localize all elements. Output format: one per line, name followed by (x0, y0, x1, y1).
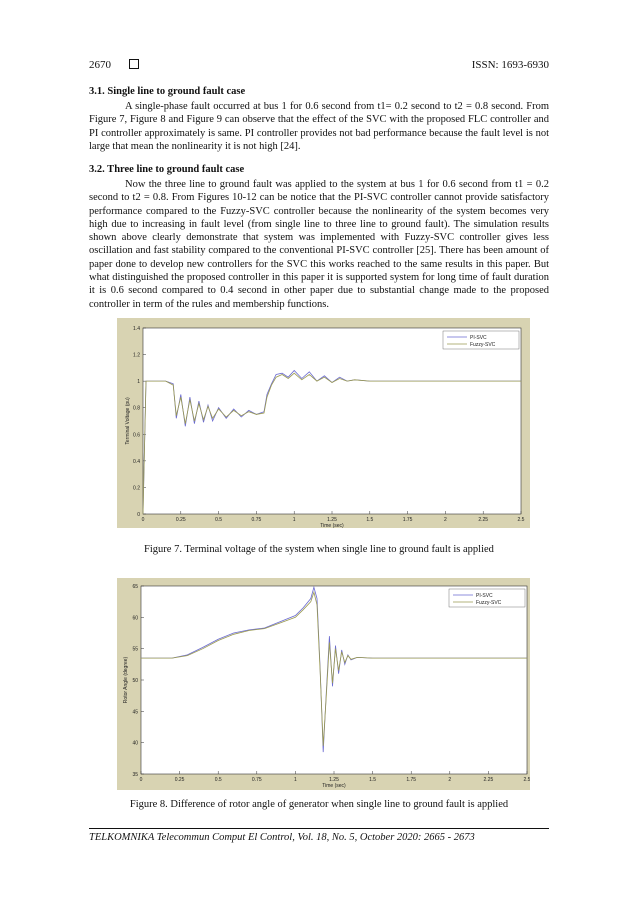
legend-label: PI-SVC (476, 593, 493, 599)
x-tick-label: 0.75 (251, 777, 262, 783)
plot-area (141, 586, 527, 774)
section-text-3-2: Now the three line to ground fault was applied to the system at bus 1 for 0.6 second from t1 = 0.2 second to t2 = 0.8. From Figures 10-12 can be notice that the PI-SVC controller cannot provide satisfactory performance compared to the Fuzzy-SVC controller because the nonlinearity of the system becomes very high due to increasing in fault level (from single line to three line to ground fault). The simulation results shown above clearly demonstrate that system was implemented with Fuzzy-SVC controller gives less oscillation and fast stability compared to the conventional PI-SVC controller [25]. There has been amount of paper done to develop new controllers for the SVC this works reached to the same results in this paper. But what distinguished the proposed controller in this paper it is supported system for long time of fault duration it is 0.6 second compared to 0.4 second in other paper due to substantial change made to the proposed controller in term of the rules and membership functions. (89, 179, 549, 310)
y-tick-label: 35 (132, 772, 138, 778)
square-icon (129, 59, 139, 69)
y-tick-label: 50 (132, 678, 138, 684)
x-tick-label: 2.5 (523, 777, 530, 783)
y-tick-label: 65 (132, 584, 138, 590)
x-tick-label: 2.5 (517, 517, 525, 523)
x-tick-label: 1.25 (329, 777, 339, 783)
x-tick-label: 1.75 (406, 777, 417, 783)
y-tick-label: 1.4 (133, 326, 140, 332)
y-tick-label: 0 (137, 512, 140, 518)
section-heading-3-1: 3.1. Single line to ground fault case (89, 86, 246, 97)
x-tick-label: 1.75 (402, 517, 413, 523)
x-tick-label: 0.5 (215, 517, 223, 523)
y-tick-label: 0.4 (133, 458, 140, 465)
x-tick-label: 2.25 (483, 777, 494, 783)
figure-8-plot (117, 578, 530, 790)
y-axis-label: Terminal Voltage (pu) (125, 397, 131, 445)
x-tick-label: 1.25 (327, 517, 337, 523)
y-tick-label: 40 (132, 740, 138, 747)
figure-7-chart (117, 318, 530, 528)
x-tick-label: 2 (444, 517, 447, 523)
page-number: 2670 (89, 59, 111, 71)
figure-8-caption: Figure 8. Difference of rotor angle of generator when single line to ground fault is applied (129, 799, 509, 810)
x-tick-label: 0 (141, 517, 145, 523)
x-tick-label: 1 (292, 517, 296, 523)
x-tick-label: 1.5 (369, 777, 377, 783)
y-tick-label: 0.2 (133, 485, 140, 492)
section-text-3-1: A single-phase fault occurred at bus 1 for 0.6 second from t1= 0.2 second to t2 = 0.8 second. From Figure 7, Figure 8 and Figure 9 can observe that the effect of the SVC with the proposed FLC controller and PI controller approximately is same. PI controller provides not bad performance because the fault level is not large that mean the nonlinearity it is not high [24]. (89, 101, 549, 152)
y-tick-label: 45 (132, 709, 138, 716)
x-tick-label: 1.5 (366, 517, 374, 523)
legend-label: PI-SVC (470, 335, 487, 341)
x-tick-label: 0.5 (214, 777, 222, 783)
y-tick-label: 1 (137, 379, 140, 386)
x-axis-label: Time (sec) (320, 523, 344, 528)
y-axis-label: Rotor Angle (degree) (123, 656, 129, 704)
y-tick-label: 60 (132, 615, 138, 622)
x-tick-label: 0.75 (251, 517, 262, 523)
plot-area (143, 328, 521, 514)
x-tick-label: 2.25 (478, 517, 489, 523)
y-tick-label: 0.8 (133, 405, 140, 412)
footer-rule (89, 828, 549, 829)
figure-7-caption: Figure 7. Terminal voltage of the system when single line to ground fault is applied (144, 544, 494, 555)
x-tick-label: 0 (139, 777, 143, 783)
y-tick-label: 1.2 (133, 352, 140, 359)
x-tick-label: 0.25 (174, 777, 185, 783)
x-axis-label: Time (sec) (322, 783, 346, 789)
legend-label: Fuzzy-SVC (476, 600, 502, 606)
legend-label: Fuzzy-SVC (470, 342, 496, 348)
section-heading-3-2: 3.2. Three line to ground fault case (89, 164, 245, 175)
figure-7-plot (117, 318, 530, 528)
x-tick-label: 2 (448, 777, 452, 783)
footer-citation: TELKOMNIKA Telecommun Comput El Control, Vol. 18, No. 5, October 2020: 2665 - 2673 (89, 832, 475, 843)
y-tick-label: 55 (132, 646, 138, 653)
x-tick-label: 1 (294, 777, 297, 783)
y-tick-label: 0.6 (133, 432, 140, 439)
issn: ISSN: 1693-6930 (471, 59, 549, 71)
x-tick-label: 0.25 (175, 517, 186, 523)
figure-8-chart (117, 578, 530, 790)
